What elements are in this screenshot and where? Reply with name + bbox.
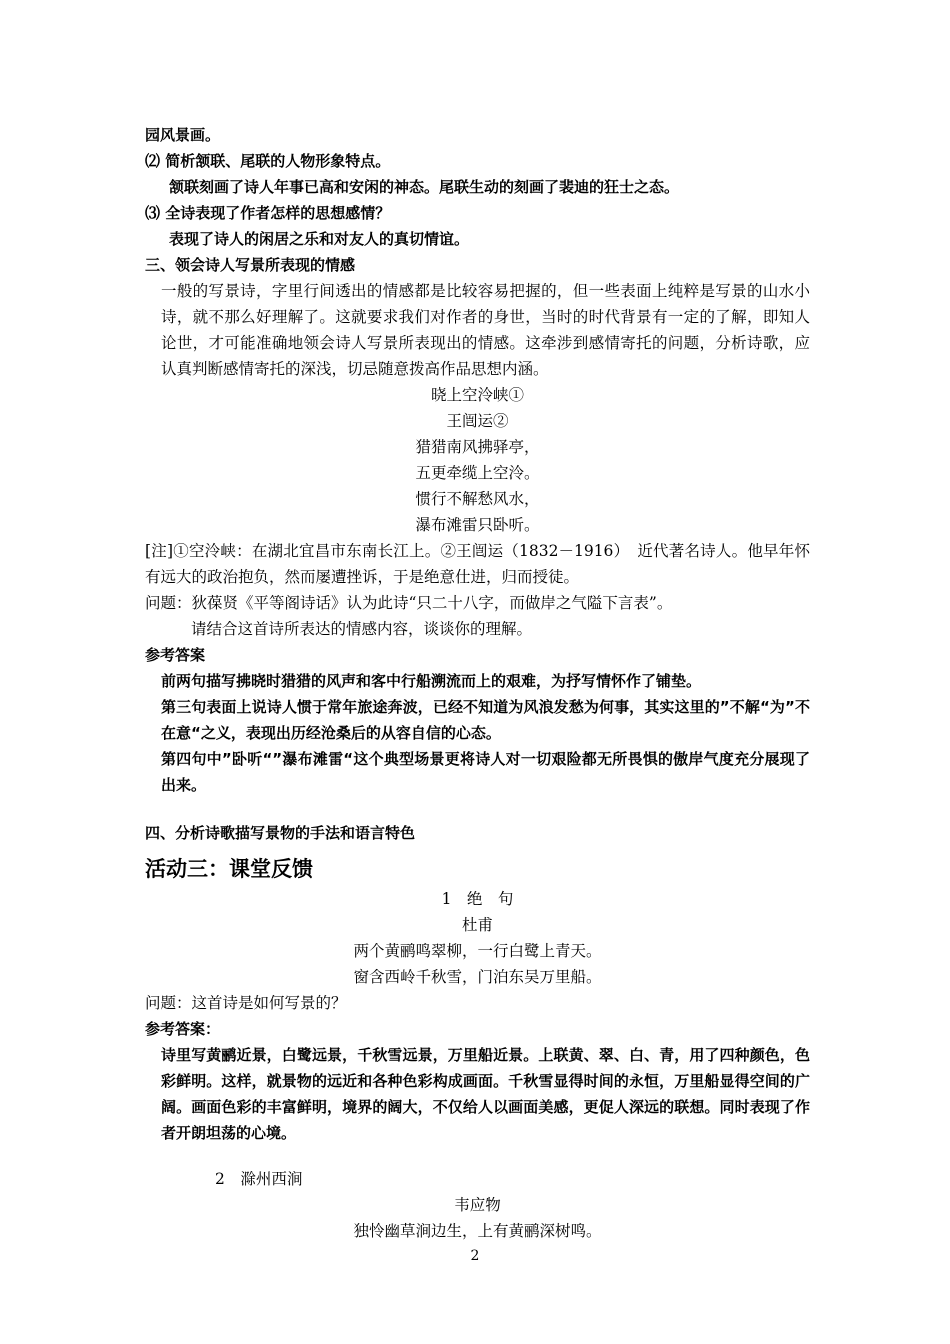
poem-author: 王闿运② — [446, 412, 509, 430]
answer-2: 颔联刻画了诗人年事已高和安闲的神态。尾联生动的刻画了裴迪的狂士之态。 — [169, 178, 680, 196]
section-four-heading: 四、分析诗歌描写景物的手法和语言特色 — [145, 824, 416, 842]
answer-paragraph: 前两句描写拂晓时猎猎的风声和客中行船溯流而上的艰难，为抒写情怀作了铺垫。 — [161, 672, 702, 690]
section-three-intro: 一般的写景诗，字里行间透出的情感都是比较容易把握的，但一些表面上纯粹是写景的山水小诗，就不那么好理解了。这就要求我们对作者的身世，当时的时代背景有一定的了解，即知人论世，才可能准确地领会诗人写景所表现出的情感。这牵涉到感情寄托的问题，分析诗歌，应认真判断感情寄托的深浅，切忌随意拨高作品思想内涵。 — [161, 282, 810, 378]
spacer — [145, 798, 810, 820]
poem-line: 独怜幽草涧边生，上有黄鹂深树鸣。 — [353, 1222, 602, 1240]
activity-three-heading: 活动三：课堂反馈 — [145, 857, 313, 881]
answer-paragraph: 第四句中”卧听“”瀑布滩雷“这个典型场景更将诗人对一切艰险都无所畏惧的傲岸气度充分展现了出来。 — [161, 750, 810, 794]
page-content — [145, 122, 810, 1244]
page-number: 2 — [470, 1248, 480, 1264]
poem-line: 惯行不解愁风水， — [415, 490, 540, 508]
answer-paragraph: 第三句表面上说诗人惯于常年旅途奔波，已经不知道为风浪发愁为何事，其实这里的”不解“为”不在意“之义，表现出历经沧桑后的从容自信的心态。 — [161, 698, 810, 742]
question-text: 问题：这首诗是如何写景的？ — [145, 994, 347, 1012]
poem2-author: 韦应物 — [454, 1196, 501, 1214]
poem-line: 瀑布滩雷只卧听。 — [415, 516, 540, 534]
poem-line: 两个黄鹂鸣翠柳，一行白鹭上青天。 — [353, 942, 602, 960]
answer-label: 参考答案： — [145, 1020, 221, 1038]
question-2: ⑵ 简析颔联、尾联的人物形象特点。 — [145, 152, 391, 170]
poem-line: 五更牵缆上空泠。 — [415, 464, 540, 482]
answer-label: 参考答案 — [145, 646, 206, 664]
question-text: 问题：狄葆贤《平等阁诗话》认为此诗“只二十八字，而做岸之气隘下言表”。 — [145, 594, 673, 612]
text-line: 园风景画。 — [145, 126, 221, 144]
poem-line: 窗含西岭千秋雪，门泊东吴万里船。 — [353, 968, 602, 986]
poem-note: [注]①空泠峡：在湖北宜昌市东南长江上。②王闿运（1832－1916） 近代著名诗人。他早年怀有远大的政治抱负，然而屡遭挫诉，于是绝意仕进，归而授徒。 — [145, 542, 810, 586]
spacer — [145, 1146, 810, 1166]
poem1-title: 1 绝 句 — [441, 890, 514, 908]
poem2-title: 2 滁州西涧 — [215, 1170, 303, 1188]
question-3: ⑶ 全诗表现了作者怎样的思想感情？ — [145, 204, 391, 222]
section-three-heading: 三、领会诗人写景所表现的情感 — [145, 256, 356, 274]
answer-paragraph: 诗里写黄鹂近景，白鹭远景，千秋雪远景，万里船近景。上联黄、翠、白、青，用了四种颜色，色彩鲜明。这样，就景物的远近和各种色彩构成画面。千秋雪显得时间的永恒，万里船显得空间的广阔。画面色彩的丰富鲜明，境界的阔大，不仅给人以画面美感，更促人深远的联想。同时表现了作者开朗坦荡的心境。 — [161, 1046, 810, 1142]
poem-title: 晓上空泠峡① — [430, 386, 524, 404]
answer-3: 表现了诗人的闲居之乐和对友人的真切情谊。 — [169, 230, 470, 248]
question-text-2: 请结合这首诗所表达的情感内容，谈谈你的理解。 — [191, 620, 533, 638]
poem1-author: 杜甫 — [461, 916, 493, 934]
poem-line: 猎猎南风拂驿亭， — [415, 438, 540, 456]
